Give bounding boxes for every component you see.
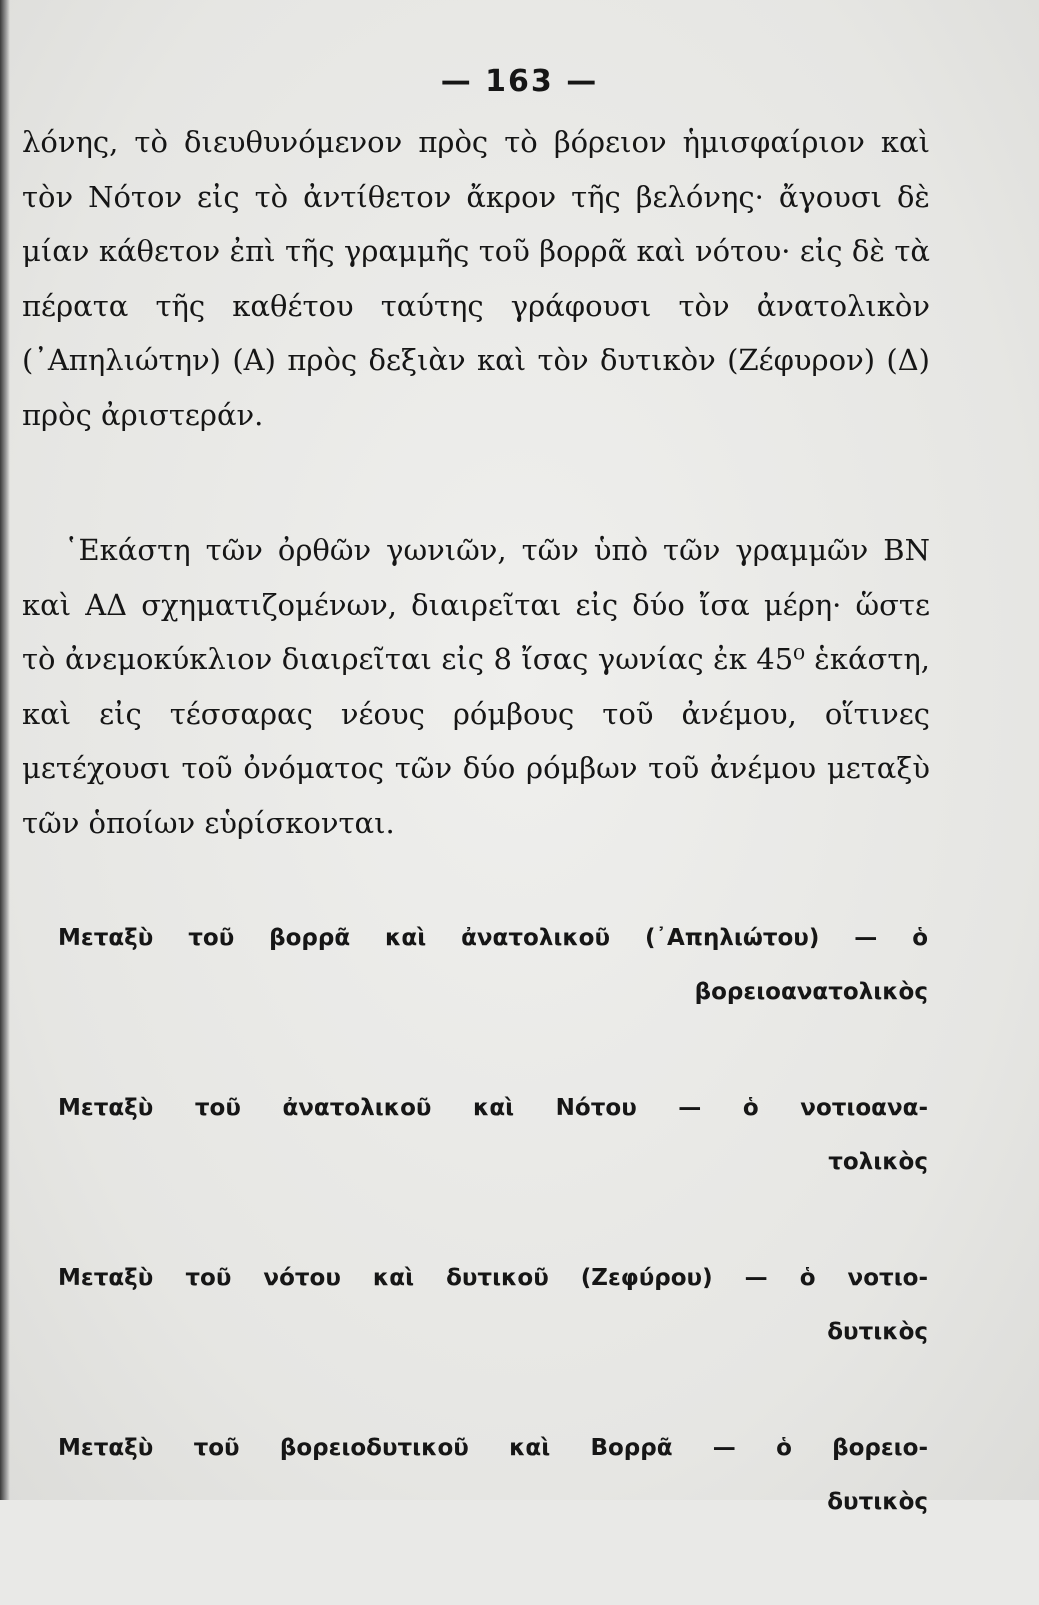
list-item-line1: Μεταξὺ τοῦ ἀνατολικοῦ καὶ Νότου — ὁ νοτιοανα- — [58, 1095, 928, 1121]
list-item-line2: τολικὸς — [828, 1149, 928, 1175]
list-item-line2: δυτικὸς — [827, 1319, 928, 1345]
list-item — [58, 1095, 928, 1265]
list-item-line1: Μεταξὺ τοῦ βορειοδυτικοῦ καὶ Βορρᾶ — ὁ βορειο- — [58, 1435, 928, 1461]
paragraph-2: ῾Εκάστη τῶν ὀρθῶν γωνιῶν, τῶν ὑπὸ τῶν γραμμῶν ΒΝ καὶ ΑΔ σχηματιζομένων, διαιρεῖται εἰς δύο ἴσα μέρη· ὥστε τὸ ἀνεμοκύκλιον διαιρεῖται εἰς 8 ἴσας γωνίας ἐκ 45⁰ ἑκάστη, καὶ εἰς τέσσαρας νέους ρόμβους τοῦ ἀνέμου, οἵτινες μετέχουσι τοῦ ὀνόματος τῶν δύο ρόμβων τοῦ ἀνέμου μεταξὺ τῶν ὁποίων εὑρίσκονται. — [22, 533, 930, 840]
list-item-line2: δυτικὸς — [827, 1489, 928, 1515]
page-binding-edge — [0, 0, 10, 1500]
paragraph-1: λόνης, τὸ διευθυνόμενον πρὸς τὸ βόρειον ἡμισφαίριον καὶ τὸν Νότον εἰς τὸ ἀντίθετον ἄκρον τῆς βελόνης· ἄγουσι δὲ μίαν κάθετον ἐπὶ τῆς γραμμῆς τοῦ βορρᾶ καὶ νότου· εἰς δὲ τὰ πέρατα τῆς καθέτου ταύτης γράφουσι τὸν ἀνατολικὸν (᾿Απηλιώτην) (Α) πρὸς δεξιὰν καὶ τὸν δυτικὸν (Ζέφυρον) (Δ) πρὸς ἀριστεράν. — [22, 125, 930, 432]
wind-list — [58, 925, 928, 1605]
list-item-line1: Μεταξὺ τοῦ βορρᾶ καὶ ἀνατολικοῦ (᾿Απηλιώτου) — ὁ — [58, 925, 928, 951]
list-item — [58, 1435, 928, 1605]
list-item — [58, 925, 928, 1095]
list-item — [58, 1265, 928, 1435]
page-number: — 163 — — [440, 64, 599, 99]
list-item-line2: βορειοανατολικὸς — [694, 979, 928, 1005]
list-item-line1: Μεταξὺ τοῦ νότου καὶ δυτικοῦ (Ζεφύρου) — ὁ νοτιο- — [58, 1265, 928, 1291]
